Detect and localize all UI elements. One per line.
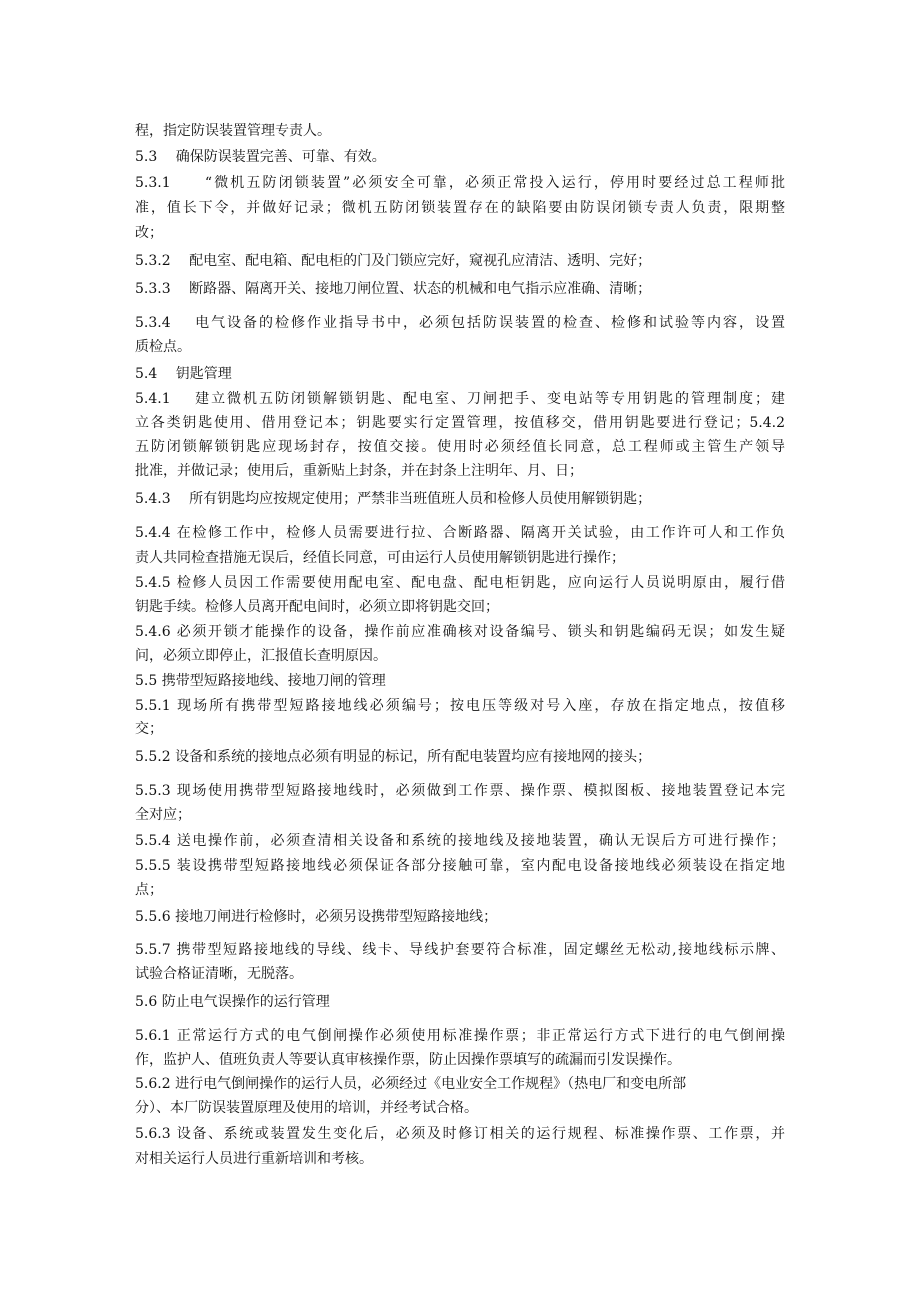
text-line: 立各类钥匙使用、借用登记本；钥匙要实行定置管理，按值移交，借用钥匙要进行登记；5.4.2 bbox=[135, 415, 785, 431]
text-line: 分）、本厂防误装置原理及使用的培训，并经考试合格。 bbox=[135, 1100, 478, 1116]
text-line: 改； bbox=[135, 225, 163, 241]
text-line: 问，必须立即停止，汇报值长查明原因。 bbox=[135, 648, 387, 664]
text-line: 交； bbox=[135, 721, 163, 737]
text-line: 责人共同检查措施无误后，经值长同意，可由运行人员使用解锁钥匙进行操作； bbox=[135, 550, 625, 566]
text-line: 5.5.3 现场使用携带型短路接地线时，必须做到工作票、操作票、模拟图板、接地装置登记本完 bbox=[135, 783, 785, 799]
text-line: 点； bbox=[135, 882, 163, 898]
text-line: 5.6.1 正常运行方式的电气倒闸操作必须使用标准操作票；非正常运行方式下进行的电气倒闸操 bbox=[135, 1028, 785, 1044]
text-line: 5.4.3 所有钥匙均应按规定使用；严禁非当班值班人员和检修人员使用解锁钥匙； bbox=[135, 491, 652, 507]
text-line: 5.5.1 现场所有携带型短路接地线必须编号；按电压等级对号入座，存放在指定地点，按值移 bbox=[135, 698, 785, 714]
text-line: 全对应； bbox=[135, 807, 191, 823]
text-line: 5.3.4 电气设备的检修作业指导书中，必须包括防误装置的检查、检修和试验等内容，设置 bbox=[135, 315, 785, 331]
text-line: 5.5.4 送电操作前，必须查清相关设备和系统的接地线及接地装置，确认无误后方可进行操作； bbox=[135, 833, 785, 849]
text-line: 5.4.5 检修人员因工作需要使用配电室、配电盘、配电柜钥匙，应向运行人员说明原由，履行借 bbox=[135, 575, 785, 591]
text-line: 5.3.2 配电室、配电箱、配电柜的门及门锁应完好，窥视孔应清洁、透明、完好； bbox=[135, 253, 652, 269]
section-heading: 5.6 防止电气误操作的运行管理 bbox=[135, 994, 330, 1010]
text-line: 对相关运行人员进行重新培训和考核。 bbox=[135, 1151, 373, 1167]
text-line: 5.6.2 进行电气倒闸操作的运行人员，必须经过《电业安全工作规程》（热电厂和变电所部 bbox=[135, 1076, 687, 1092]
text-line: 试验合格证清晰，无脱落。 bbox=[135, 966, 303, 982]
section-heading: 5.3 确保防误装置完善、可靠、有效。 bbox=[135, 149, 386, 165]
text-line: 5.3.1 “微机五防闭锁装置”必须安全可靠，必须正常投入运行，停用时要经过总工程师批 bbox=[135, 175, 785, 191]
section-heading: 5.4 钥匙管理 bbox=[135, 366, 232, 382]
text-line: 5.6.3 设备、系统或装置发生变化后，必须及时修订相关的运行规程、标准操作票、工作票，并 bbox=[135, 1126, 785, 1142]
text-line: 作，监护人、值班负责人等要认真审核操作票，防止因操作票填写的疏漏而引发误操作。 bbox=[135, 1052, 681, 1068]
text-line: 程，指定防误装置管理专责人。 bbox=[135, 123, 331, 139]
text-line: 钥匙手续。检修人员离开配电间时，必须立即将钥匙交回； bbox=[135, 599, 499, 615]
text-line: 5.4.1 建立微机五防闭锁解锁钥匙、配电室、刀闸把手、变电站等专用钥匙的管理制度；建 bbox=[135, 391, 785, 407]
text-line: 五防闭锁解锁钥匙应现场封存，按值交接。使用时必须经值长同意，总工程师或主管生产领导 bbox=[135, 439, 785, 455]
text-line: 5.4.4 在检修工作中，检修人员需要进行拉、合断路器、隔离开关试验，由工作许可人和工作负 bbox=[135, 525, 785, 541]
text-line: 5.5.2 设备和系统的接地点必须有明显的标记，所有配电装置均应有接地网的接头； bbox=[135, 749, 652, 765]
text-line: 5.5.7 携带型短路接地线的导线、线卡、导线护套要符合标准，固定螺丝无松动,接地线标示牌、 bbox=[135, 942, 785, 958]
text-line: 质检点。 bbox=[135, 339, 191, 355]
text-line: 5.5.6 接地刀闸进行检修时，必须另设携带型短路接地线； bbox=[135, 909, 498, 925]
text-line: 5.4.6 必须开锁才能操作的设备，操作前应准确核对设备编号、锁头和钥匙编码无误；如发生疑 bbox=[135, 624, 785, 640]
text-line: 5.3.3 断路器、隔离开关、接地刀闸位置、状态的机械和电气指示应准确、清晰； bbox=[135, 281, 652, 297]
text-line: 准，值长下令，并做好记录；微机五防闭锁装置存在的缺陷要由防误闭锁专责人负责，限期整 bbox=[135, 200, 785, 216]
section-heading: 5.5 携带型短路接地线、接地刀闸的管理 bbox=[135, 673, 386, 689]
text-line: 5.5.5 装设携带型短路接地线必须保证各部分接触可靠，室内配电设备接地线必须装设在指定地 bbox=[135, 858, 785, 874]
text-line: 批准，并做记录；使用后，重新贴上封条，并在封条上注明年、月、日； bbox=[135, 463, 583, 479]
